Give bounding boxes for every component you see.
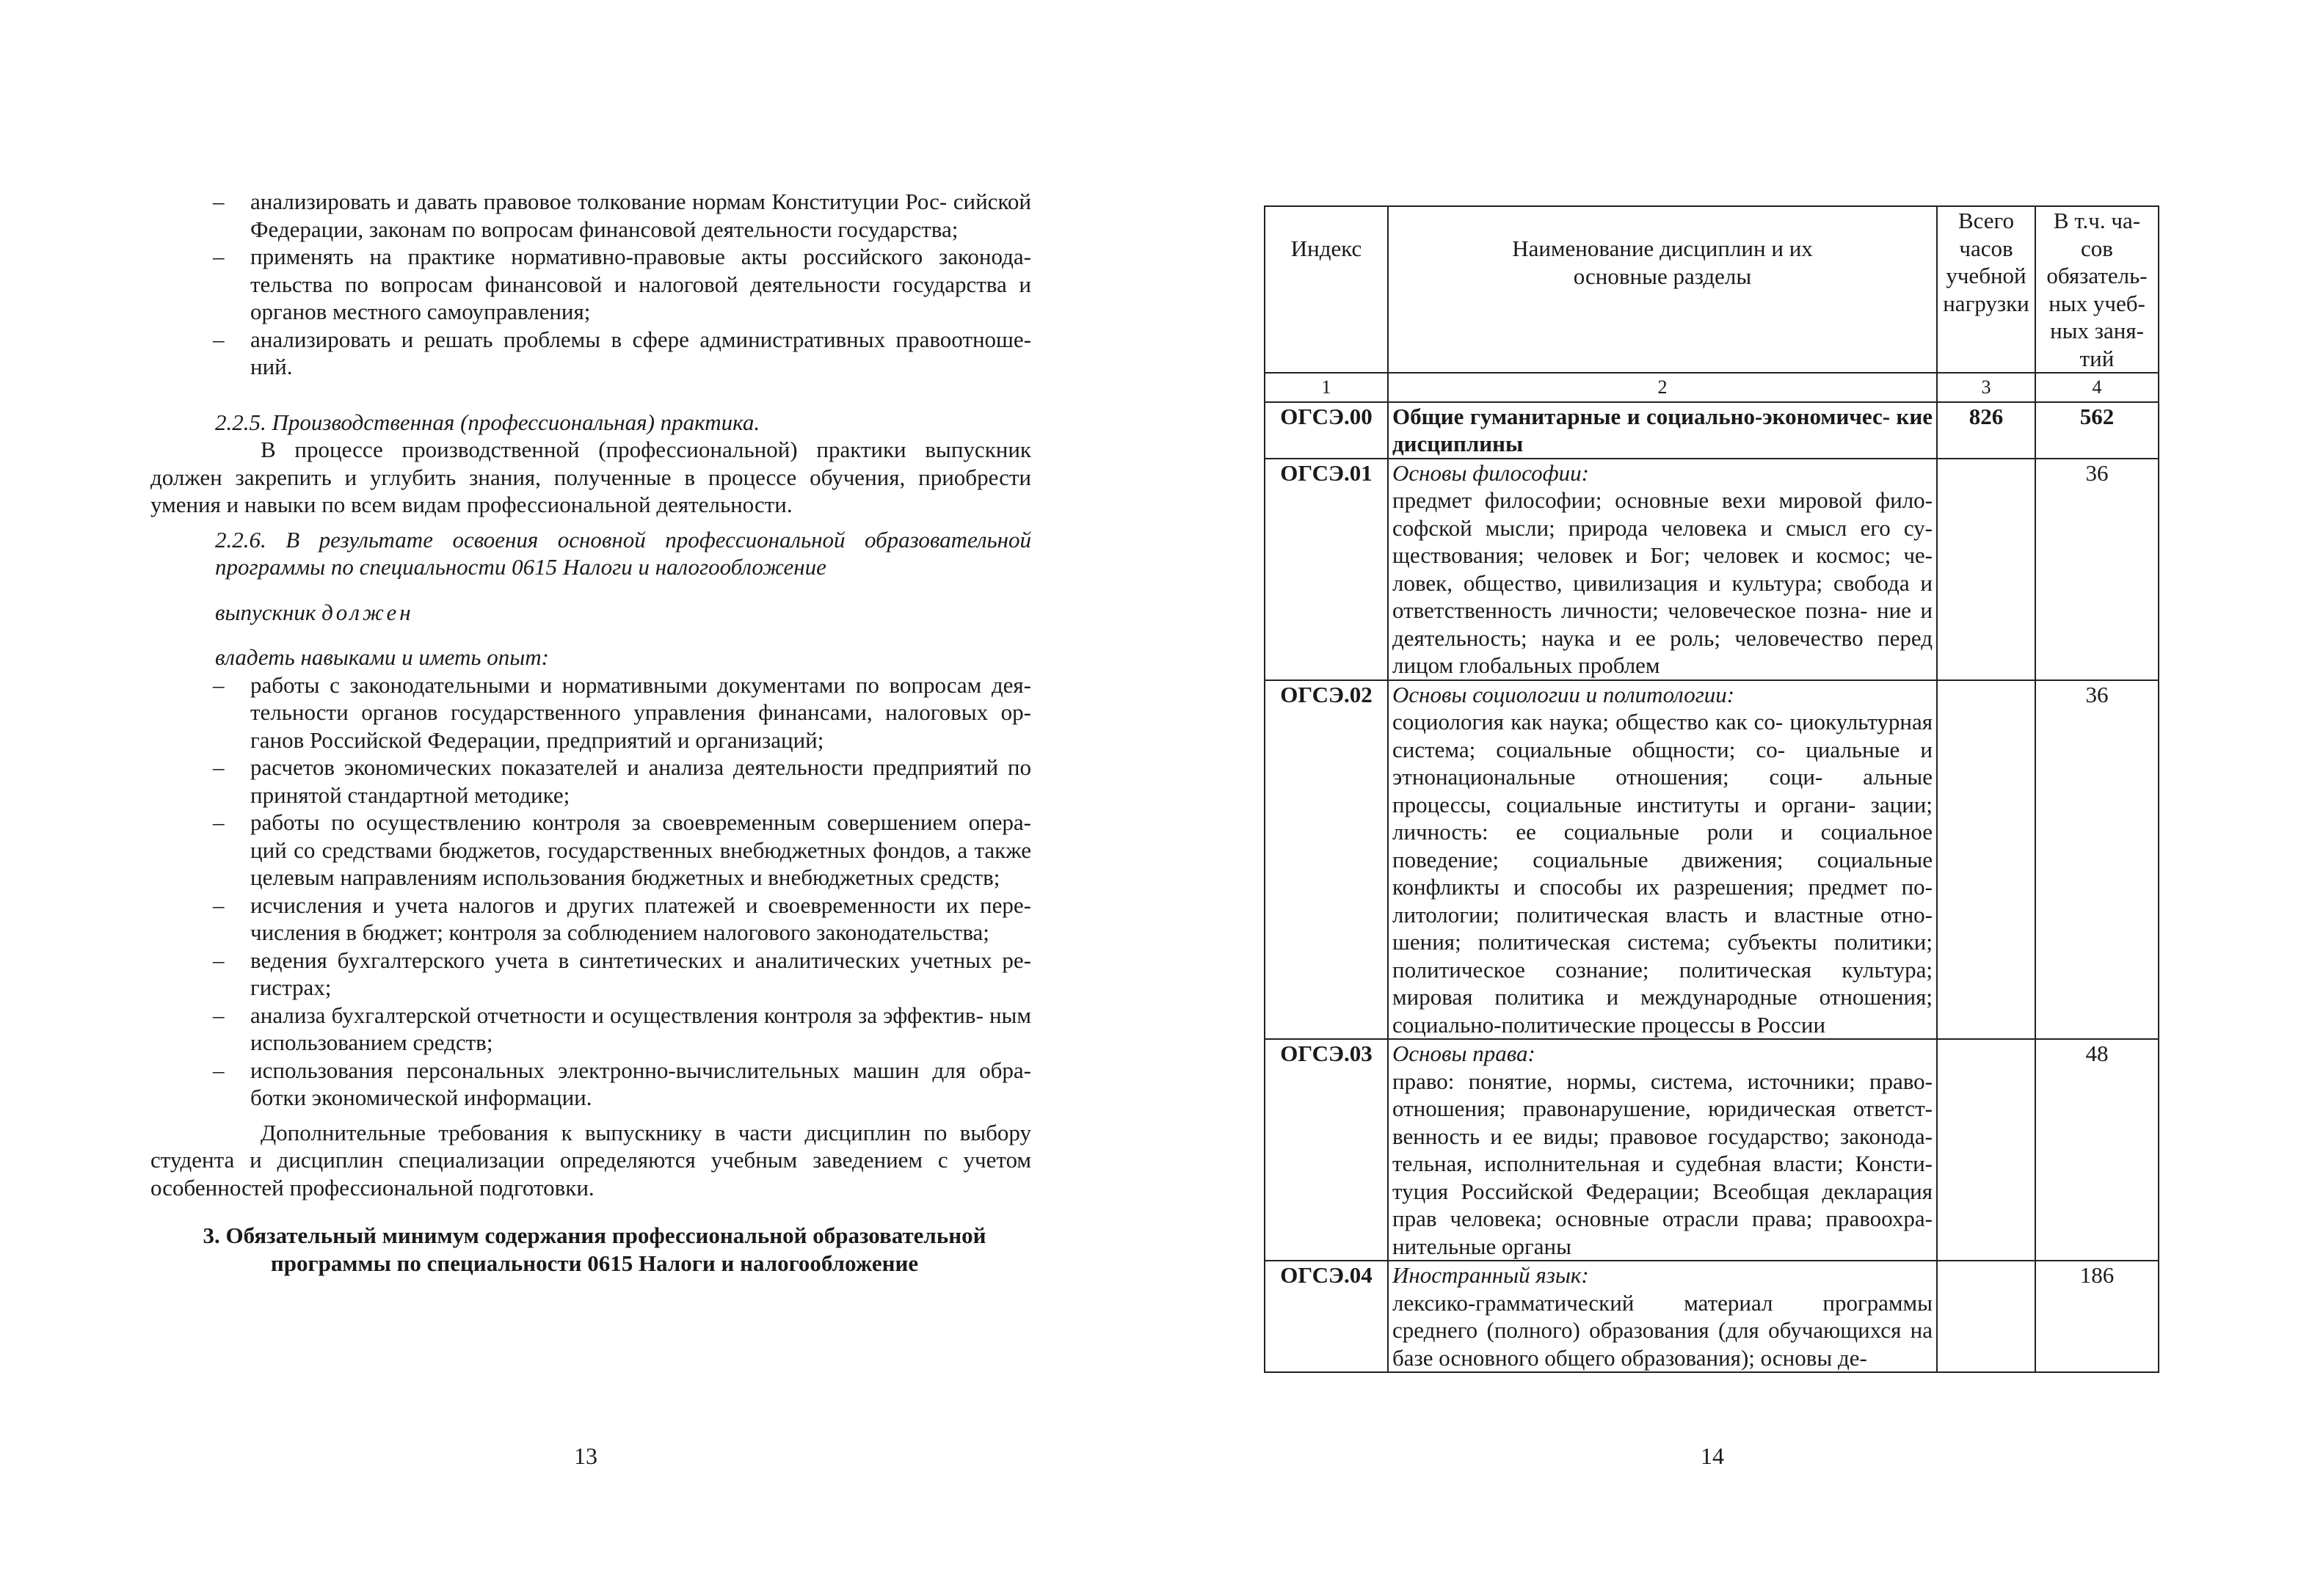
- list-item: – анализировать и решать проблемы в сфере административных правоотноше- ний.: [213, 326, 1031, 379]
- list-item: – применять на практике нормативно-правовые акты российского законода- тельства по вопросам финансовой и налоговой деятельности государства и органов местного самоуправления;: [213, 244, 1031, 324]
- section-2-2-5-text: В процессе производственной (профессиональной) практики выпускник должен закрепить и углубить знания, полученные в процессе обучения, приобрести умения и навыки по всем видам профессиональной деятельности.: [150, 437, 1031, 517]
- graduate-must-line: выпускник должен: [215, 599, 414, 625]
- row-total: [1937, 459, 2035, 680]
- row-content: лексико-грамматический материал программы среднего (полного) образования (для обучающихся на базе основного общего образования); основы де-: [1392, 1289, 1933, 1371]
- row-content-cell: [1388, 459, 1937, 680]
- left-page-content: [150, 188, 1031, 1277]
- table-row: [1265, 1039, 2159, 1261]
- section-2-2-5-title: 2.2.5. Производственная (профессиональная) практика.: [215, 409, 760, 435]
- header-name: Наименование дисциплин и их основные разделы: [1388, 206, 1937, 373]
- column-number: 1: [1265, 373, 1388, 402]
- row-title: Основы философии:: [1392, 459, 1589, 486]
- right-page: [1156, 0, 2312, 1596]
- column-number: 3: [1937, 373, 2035, 402]
- row-content-cell: [1388, 1261, 1937, 1372]
- row-content: право: понятие, нормы, система, источники; право- отношения; правонарушение, юридическая ответст- венность и ее виды; правовое государство; законода- тельная, исполнительная и судебная власти; Консти- туция Российской Федерации; Всеобщая декларация прав человека; основные отрасли права; правоохра- нительные органы: [1392, 1068, 1933, 1259]
- page-number-left: 13: [574, 1443, 597, 1469]
- row-mandatory: 36: [2035, 459, 2159, 680]
- list-item: – анализа бухгалтерской отчетности и осуществления контроля за эффектив- ным использованием средств;: [213, 1002, 1031, 1055]
- header-total: Всего часов учебной нагрузки: [1937, 206, 2035, 373]
- list-item: – использования персональных электронно-вычислительных машин для обра- ботки экономической информации.: [213, 1057, 1031, 1110]
- row-mandatory: 48: [2035, 1039, 2159, 1261]
- section-2-2-6-title: 2.2.6. В результате освоения основной профессиональной образовательной программы по специальности 0615 Налоги и налогообложение: [215, 526, 1031, 580]
- row-title: Основы права:: [1392, 1041, 1535, 1066]
- table-header-row: [1265, 206, 2159, 373]
- list-item: – исчисления и учета налогов и других платежей и своевременности их пере- числения в бюджет; контроля за соблюдением налогового законодательства;: [213, 892, 1031, 945]
- row-content-cell: [1388, 1039, 1937, 1261]
- row-content: предмет философии; основные вехи мировой фило- софской мысли; природа человека и смысл его су- ществования; человек и Бог; человек и космос; че- ловек, общество, цивилизация и культура; свобода и ответственность личности; человеческое позна- ние и деятельность; наука и ее роль; человечество перед лицом глобальных проблем: [1392, 487, 1933, 678]
- list-item: – работы с законодательными и нормативными документами по вопросам дея- тельности органов государственного управления финансами, налоговых ор- ганов Российской Федерации, предприятий и организаций;: [213, 671, 1031, 753]
- disciplines-table: [1264, 205, 2159, 1373]
- table-row: [1265, 1261, 2159, 1372]
- row-total: [1937, 1261, 2035, 1372]
- table-row: [1265, 459, 2159, 680]
- list-item: – расчетов экономических показателей и анализа деятельности предприятий по принятой стандартной методике;: [213, 754, 1031, 808]
- header-mandatory: В т.ч. ча- сов обязатель- ных учеб- ных заня- тий: [2035, 206, 2159, 373]
- row-index: ОГСЭ.04: [1265, 1261, 1388, 1372]
- table-row: [1265, 680, 2159, 1040]
- row-content: социология как наука; общество как со- циокультурная система; социальные общности; со- циальные и этнонациональные отношения; соци- альные процессы, социальные институты и органи- зации; личность: ее социальные роли и социальное поведение; социальные движения; социальные конфликты и способы их разрешения; предмет по- литологии; политическая власть и властные отно- шения; политическая система; субъекты политики; политическое сознание; политическая культура; мировая политика и международные отношения; социально-политические процессы в России: [1392, 709, 1933, 1038]
- table-row: [1265, 402, 2159, 459]
- column-number: 4: [2035, 373, 2159, 402]
- row-index: ОГСЭ.01: [1265, 459, 1388, 680]
- header-index: Индекс: [1265, 206, 1388, 373]
- row-mandatory: 36: [2035, 680, 2159, 1040]
- section-3-title: 3. Обязательный минимум содержания профессиональной образовательной программы по специальности 0615 Налоги и налогообложение: [203, 1222, 986, 1276]
- row-total: [1937, 1039, 2035, 1261]
- table-column-numbers: [1265, 373, 2159, 402]
- row-title: Основы социологии и политологии:: [1392, 681, 1735, 707]
- list-item: – работы по осуществлению контроля за своевременным совершением опера- ций со средствами бюджетов, государственных внебюджетных фондов, а также целевым направлениям использования бюджетных и внебюджетных средств;: [213, 809, 1031, 890]
- row-total: [1937, 680, 2035, 1040]
- row-mandatory: 562: [2035, 402, 2159, 459]
- row-title: Общие гуманитарные и социально-экономичес- кие дисциплины: [1388, 402, 1937, 459]
- row-total: 826: [1937, 402, 2035, 459]
- row-title: Иностранный язык:: [1392, 1262, 1589, 1288]
- list-item: – анализировать и давать правовое толкование нормам Конституции Рос- сийской Федерации, законам по вопросам финансовой деятельности государства;: [213, 189, 1031, 242]
- row-index: ОГСЭ.02: [1265, 680, 1388, 1040]
- row-content-cell: [1388, 680, 1937, 1040]
- skills-title: владеть навыками и иметь опыт:: [215, 644, 549, 670]
- row-index: ОГСЭ.00: [1265, 402, 1388, 459]
- additional-requirements-text: Дополнительные требования к выпускнику в части дисциплин по выбору студента и дисциплин специализации определяются учебным заведением с учетом особенностей профессиональной подготовки.: [150, 1119, 1031, 1200]
- list-item: – ведения бухгалтерского учета в синтетических и аналитических учетных ре- гистрах;: [213, 947, 1031, 1000]
- page-number-right: 14: [1701, 1443, 1724, 1469]
- column-number: 2: [1388, 373, 1937, 402]
- row-mandatory: 186: [2035, 1261, 2159, 1372]
- row-index: ОГСЭ.03: [1265, 1039, 1388, 1261]
